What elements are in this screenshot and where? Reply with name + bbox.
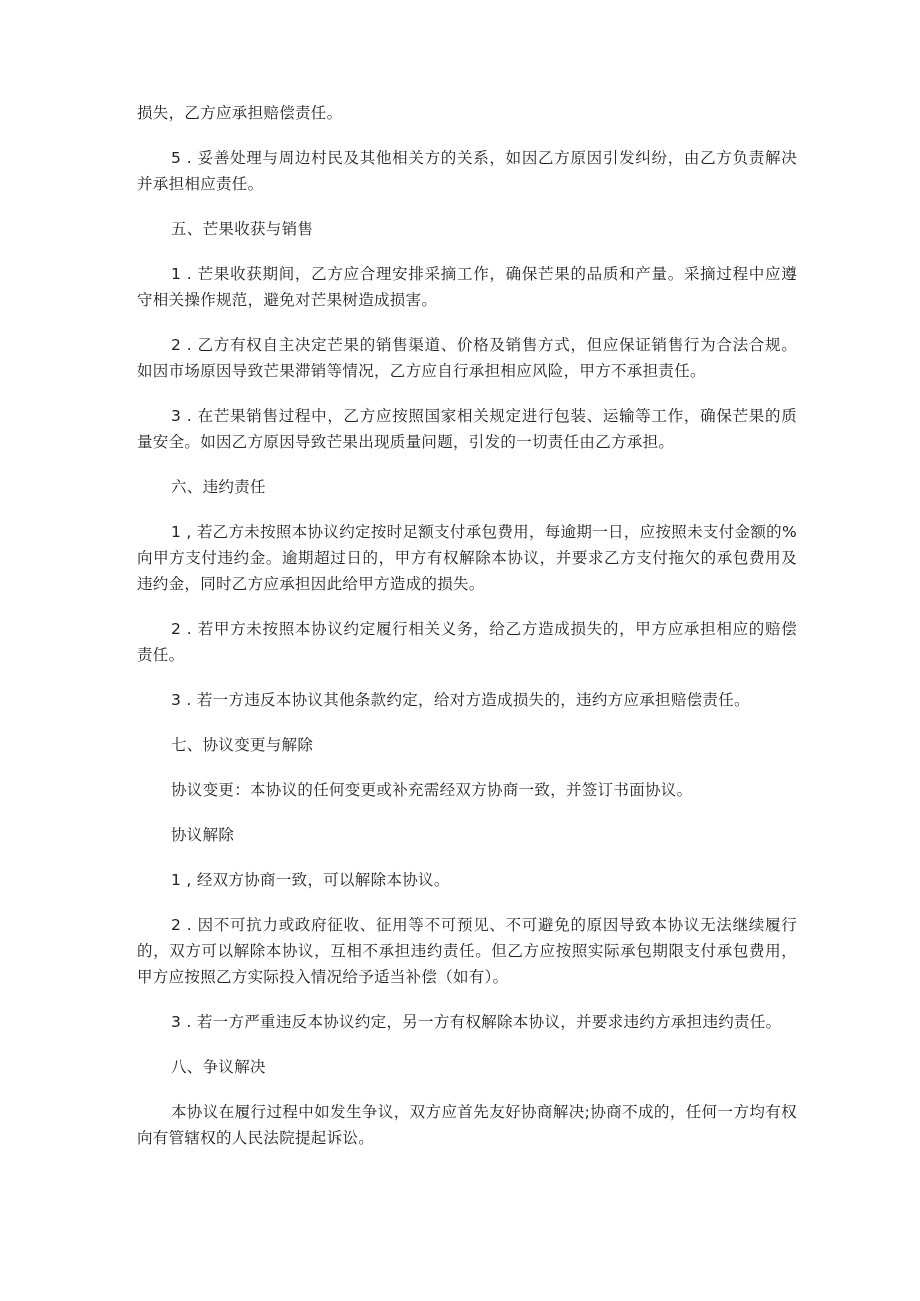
subsection-heading: 协议解除: [171, 826, 235, 844]
clause-item: 2 . 因不可抗力或政府征收、征用等不可预见、不可避免的原因导致本协议无法继续履行的，双方可以解除本协议，互相不承担违约责任。但乙方应按照实际承包期限支付承包费用，甲方应按照乙方实际投入情况给予适当补偿（如有）。: [137, 916, 797, 986]
clause-item: 3 . 若一方违反本协议其他条款约定，给对方造成损失的，违约方应承担赔偿责任。: [171, 691, 750, 709]
section-heading: 八、争议解决: [171, 1058, 266, 1076]
clause-item: 1 , 经双方协商一致，可以解除本协议。: [171, 871, 450, 889]
document-page: [137, 100, 797, 1170]
clause-item: 2 . 乙方有权自主决定芒果的销售渠道、价格及销售方式，但应保证销售行为合法合规。如因市场原因导致芒果滞销等情况，乙方应自行承担相应风险，甲方不承担责任。: [137, 336, 797, 380]
clause-item: 协议变更：本协议的任何变更或补充需经双方协商一致，并签订书面协议。: [171, 781, 693, 799]
clause-item: 5 . 妥善处理与周边村民及其他相关方的关系，如因乙方原因引发纠纷，由乙方负责解决并承担相应责任。: [137, 149, 797, 193]
section-heading: 六、违约责任: [171, 478, 266, 496]
section-heading: 七、协议变更与解除: [171, 736, 314, 754]
clause-item: 1 , 若乙方未按照本协议约定按时足额支付承包费用，每逾期一日，应按照未支付金额的%向甲方支付违约金。逾期超过日的，甲方有权解除本协议，并要求乙方支付拖欠的承包费用及违约金，同时乙方应承担因此给甲方造成的损失。: [137, 523, 797, 593]
section-heading: 五、芒果收获与销售: [171, 220, 314, 238]
clause-item: 3 . 在芒果销售过程中，乙方应按照国家相关规定进行包装、运输等工作，确保芒果的质量安全。如因乙方原因导致芒果出现质量问题，引发的一切责任由乙方承担。: [137, 407, 797, 451]
clause-item: 3 . 若一方严重违反本协议约定，另一方有权解除本协议，并要求违约方承担违约责任。: [171, 1013, 782, 1031]
paragraph-continuation: 损失，乙方应承担赔偿责任。: [137, 104, 343, 122]
clause-item: 2 . 若甲方未按照本协议约定履行相关义务，给乙方造成损失的，甲方应承担相应的赔偿责任。: [137, 620, 797, 664]
clause-item: 本协议在履行过程中如发生争议，双方应首先友好协商解决;协商不成的，任何一方均有权向有管辖权的人民法院提起诉讼。: [137, 1103, 797, 1147]
clause-item: 1 . 芒果收获期间，乙方应合理安排采摘工作，确保芒果的品质和产量。采摘过程中应遵守相关操作规范，避免对芒果树造成损害。: [137, 265, 797, 309]
